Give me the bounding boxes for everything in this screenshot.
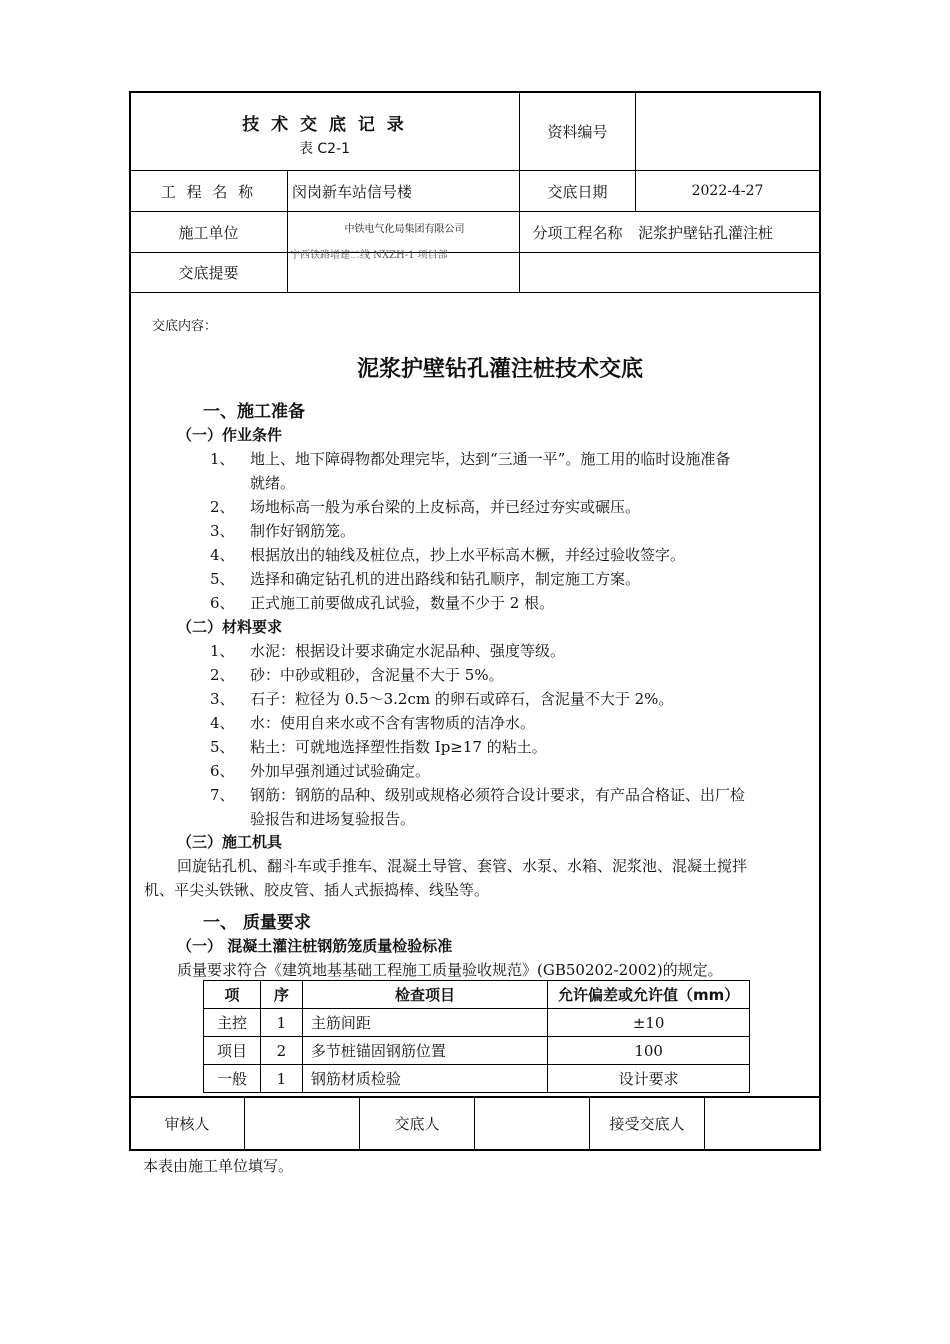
section-prep: 一、施工准备 [203,402,305,422]
cond-text: 根据放出的轴线及桩位点，抄上水平标高木橛，并经过验收签字。 [250,546,686,564]
row-tolerance: 100 [548,1037,750,1065]
table-row [204,1009,750,1037]
project-name-label: 工 程 名 称 [160,182,257,201]
row-check-item: 主筋间距 [302,1009,547,1037]
tools-text: 回旋钻孔机、翻斗车或手推车、混凝土导管、套管、水泵、水箱、泥浆池、混凝土搅拌 [177,857,748,875]
cond-text: 选择和确定钻孔机的进出路线和钻孔顺序，制定施工方案。 [250,570,641,588]
mat-number: 4、 [210,714,235,732]
mat-text: 粘土：可就地选择塑性指数 Ip≥17 的粘土。 [250,738,547,756]
subsection-tools: （三）施工机具 [177,833,283,851]
row-seq: 2 [260,1037,302,1065]
row-category: 项目 [204,1037,261,1065]
row-category: 主控 [204,1009,261,1037]
table-row [204,1037,750,1065]
row-seq: 1 [260,1065,302,1093]
mat-text: 砂：中砂或粗砂，含泥量不大于 5%。 [250,666,504,684]
sub-project-label: 分项工程名称 [532,223,623,242]
document-title: 泥浆护壁钻孔灌注桩技术交底 [356,356,643,382]
date-value[interactable]: 2022-4-27 [691,183,764,199]
quality-table [203,980,750,1093]
header-seq: 序 [260,981,302,1009]
mat-number: 2、 [210,666,235,684]
table-row [204,1065,750,1093]
mat-text: 外加早强剂通过试验确定。 [250,762,431,780]
mat-number: 1、 [210,642,235,660]
cond-text: 地上、地下障碍物都处理完毕，达到“三通一平”。施工用的临时设施准备 [250,450,731,468]
discloser-label: 交底人 [394,1115,440,1133]
cond-number: 2、 [210,498,235,516]
cond-number: 5、 [210,570,235,588]
header-item: 项 [204,981,261,1009]
subsection-materials: （二）材料要求 [177,618,283,636]
subsection-cage-standard: （一） 混凝土灌注桩钢筋笼质量检验标准 [177,937,453,955]
mat-number: 6、 [210,762,235,780]
rule [287,170,288,292]
reviewer-value[interactable] [245,1098,359,1149]
construction-unit-line2: 宁西铁路增建二线 NXZH-1 项目部 [290,250,448,261]
doc-number-label: 资料编号 [547,122,608,141]
frame-right [819,91,821,1150]
mat-text: 钢筋：钢筋的品种、级别或规格必须符合设计要求，有产品合格证、出厂检 [250,786,746,804]
mat-text: 水泥：根据设计要求确定水泥品种、强度等级。 [250,642,566,660]
footer-note: 本表由施工单位填写。 [143,1157,294,1175]
project-name-value[interactable]: 闵岗新车站信号楼 [292,182,413,201]
content-intro: 交底内容： [152,319,218,334]
construction-unit-label: 施工单位 [178,223,239,242]
row-tolerance: ±10 [548,1009,750,1037]
cond-text-cont: 就绪。 [250,474,296,492]
row-category: 一般 [204,1065,261,1093]
tools-text-cont: 机、平尖头铁锹、胶皮管、插人式振捣棒、线坠等。 [144,881,490,899]
row-tolerance: 设计要求 [548,1065,750,1093]
row-seq: 1 [260,1009,302,1037]
doc-number-value[interactable] [636,92,819,170]
mat-number: 5、 [210,738,235,756]
receiver-value[interactable] [705,1098,819,1149]
cond-text: 场地标高一般为承台梁的上皮标高，并已经过夯实或碾压。 [250,498,641,516]
reviewer-label: 审核人 [164,1115,210,1133]
rule [129,292,821,293]
subsection-conditions: （一）作业条件 [177,426,283,444]
sub-project-value[interactable]: 泥浆护壁钻孔灌注桩 [638,223,774,242]
mat-number: 3、 [210,690,235,708]
summary-value[interactable] [292,253,818,292]
header-tolerance: 允许偏差或允许值（mm） [548,981,750,1009]
cond-text: 制作好钢筋笼。 [250,522,356,540]
date-label: 交底日期 [547,182,608,201]
frame-bottom [129,1149,821,1151]
cond-text: 正式施工前要做成孔试验，数量不少于 2 根。 [250,594,555,612]
receiver-label: 接受交底人 [609,1115,685,1133]
row-check-item: 钢筋材质检验 [302,1065,547,1093]
mat-text: 水：使用自来水或不含有害物质的洁净水。 [250,714,536,732]
discloser-value[interactable] [475,1098,589,1149]
table-header-row [204,981,750,1009]
form-title: 技 术 交 底 记 录 [242,115,407,135]
quality-note: 质量要求符合《建筑地基基础工程施工质量验收规范》(GB50202-2002)的规定。 [177,961,723,979]
section-quality: 一、 质量要求 [203,913,311,933]
cond-number: 1、 [210,450,235,468]
mat-text-cont: 验报告和进场复验报告。 [250,810,416,828]
cond-number: 3、 [210,522,235,540]
summary-label: 交底提要 [178,264,239,282]
mat-number: 7、 [210,786,235,804]
construction-unit-line1: 中铁电气化局集团有限公司 [344,224,465,235]
form-number: 表 C2-1 [298,141,351,157]
header-check-item: 检查项目 [302,981,547,1009]
mat-text: 石子：粒径为 0.5～3.2cm 的卵石或碎石，含泥量不大于 2%。 [250,690,674,708]
row-check-item: 多节桩锚固钢筋位置 [302,1037,547,1065]
cond-number: 4、 [210,546,235,564]
cond-number: 6、 [210,594,235,612]
